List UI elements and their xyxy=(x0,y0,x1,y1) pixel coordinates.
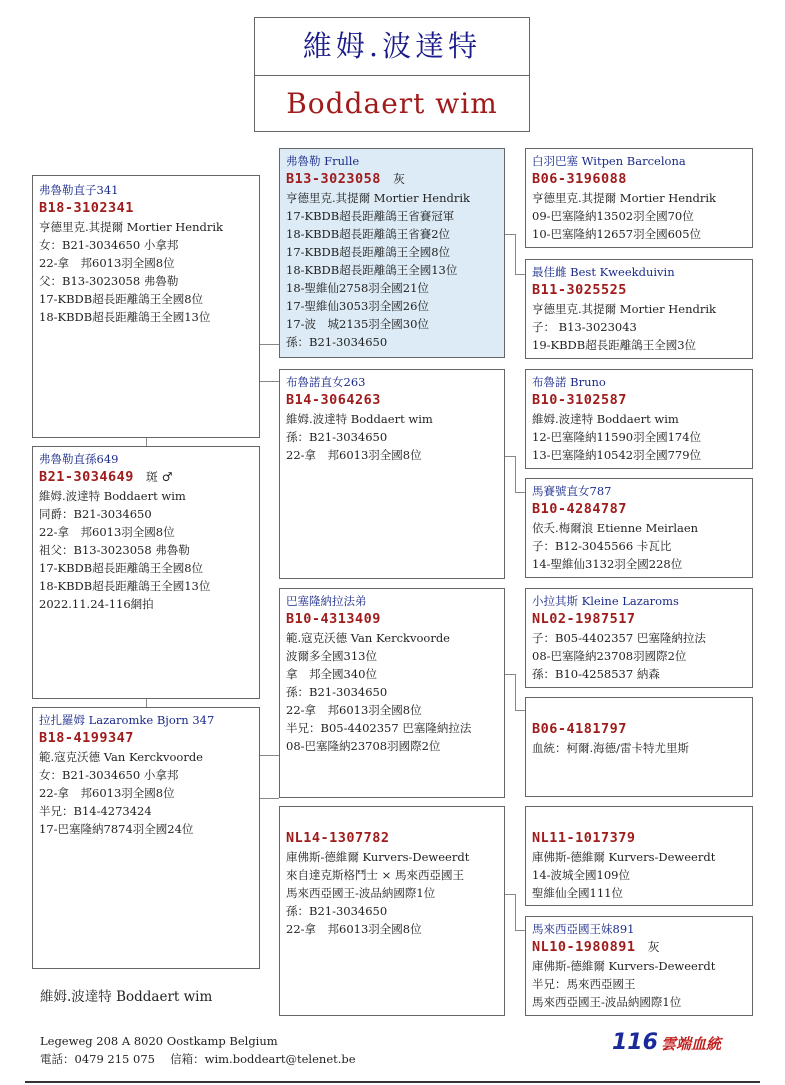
pedigree-card-sdd xyxy=(525,478,753,578)
ring-number xyxy=(39,468,253,487)
ring-number-text: B18-4199347 xyxy=(39,730,134,746)
pedigree-line: 馬來西亞國王-波品納國際1位 xyxy=(532,995,682,1009)
pedigree-line: 父：B13-3023058 弗魯勒 xyxy=(39,274,179,288)
pedigree-line: 17-巴塞隆納7874羽全國24位 xyxy=(39,822,194,836)
pedigree-line: 範.寇克沃德 Van Kerckvoorde xyxy=(39,750,203,764)
pedigree-line: 18-聖維仙2758羽全國21位 xyxy=(286,281,429,295)
connector-line xyxy=(515,274,525,275)
pedigree-card-ssd xyxy=(525,259,753,359)
pedigree-line: 範.寇克沃德 Van Kerckvoorde xyxy=(286,631,450,645)
ring-number-text: NL11-1017379 xyxy=(532,830,636,846)
ring-number xyxy=(532,938,746,957)
pigeon-name: 巴塞隆納拉法弟 xyxy=(286,594,367,608)
pedigree-card-dds xyxy=(525,806,753,906)
connector-line xyxy=(505,234,515,235)
ring-number-text: NL10-1980891 xyxy=(532,939,636,955)
bottom-divider xyxy=(25,1081,760,1083)
connector-line xyxy=(515,674,516,710)
connector-line xyxy=(505,894,515,895)
pedigree-line: 17-KBDB超長距離鴿王全國8位 xyxy=(39,561,204,575)
pedigree-line: 維姆.波達特 Boddaert wim xyxy=(286,412,433,426)
pedigree-line: 女：B21-3034650 小拿邦 xyxy=(39,768,179,782)
color-sex-note: 灰 xyxy=(392,172,405,186)
ring-number xyxy=(286,829,498,848)
contact-line: 電話：0479 215 075 信箱：wim.boddeart@telenet.be xyxy=(40,1052,356,1066)
pedigree-card-dam-dam xyxy=(279,806,505,1016)
title-box xyxy=(254,17,530,132)
pedigree-line: 22-拿 邦6013羽全國8位 xyxy=(286,448,422,462)
ring-number xyxy=(39,199,253,218)
pedigree-line: 22-拿 邦6013羽全國8位 xyxy=(39,786,175,800)
pedigree-line: 聖維仙全國111位 xyxy=(532,886,623,900)
ring-number xyxy=(532,829,746,848)
ring-number-text: B10-4313409 xyxy=(286,611,381,627)
pedigree-line: 子：B05-4402357 巴塞隆納拉法 xyxy=(532,631,706,645)
pedigree-line: 同爵：B21-3034650 xyxy=(39,507,152,521)
connector-line xyxy=(505,456,515,457)
connector-line xyxy=(146,699,147,707)
pedigree-card-sss xyxy=(525,148,753,248)
pedigree-line: 血統：柯爾.海德/雷卡特尤里斯 xyxy=(532,741,690,755)
pedigree-line: 庫佛斯-德維爾 Kurvers-Deweerdt xyxy=(532,850,716,864)
connector-line xyxy=(515,456,516,492)
pedigree-line: 17-KBDB超長距離鴿王全國8位 xyxy=(286,245,451,259)
pigeon-name: 白羽巴塞 Witpen Barcelona xyxy=(532,154,686,168)
pedigree-line: 14-聖維仙3132羽全國228位 xyxy=(532,557,683,571)
pedigree-line: 庫佛斯-德維爾 Kurvers-Deweerdt xyxy=(286,850,470,864)
pedigree-card-dam-sire xyxy=(279,588,505,798)
pedigree-card-sire-sire xyxy=(279,148,505,358)
ring-number-text: B10-3102587 xyxy=(532,392,627,408)
pedigree-line: 08-巴塞隆納23708羽國際2位 xyxy=(286,739,441,753)
connector-line xyxy=(260,755,279,756)
pedigree-line: 庫佛斯-德維爾 Kurvers-Deweerdt xyxy=(532,959,716,973)
pedigree-line: 維姆.波達特 Boddaert wim xyxy=(39,489,186,503)
ring-number-text: B06-3196088 xyxy=(532,171,627,187)
ring-number-text: B14-3064263 xyxy=(286,392,381,408)
pedigree-line: 孫：B21-3034650 xyxy=(286,685,388,699)
ring-number-text: B13-3023058 xyxy=(286,171,381,187)
pigeon-name: 拉扎羅姆 Lazaromke Bjorn 347 xyxy=(39,713,215,727)
pedigree-card-ddd xyxy=(525,916,753,1016)
ring-number xyxy=(532,610,746,629)
pedigree-card-dam xyxy=(32,707,260,969)
pedigree-line: 祖父：B13-3023058 弗魯勒 xyxy=(39,543,190,557)
ring-number xyxy=(532,500,746,519)
pedigree-line: 09-巴塞隆納13502羽全國70位 xyxy=(532,209,694,223)
ring-number xyxy=(286,391,498,410)
ring-number xyxy=(286,170,498,189)
pedigree-line: 17-KBDB超長距離鴿王省賽冠軍 xyxy=(286,209,455,223)
pedigree-line: 18-KBDB超長距離鴿王全國13位 xyxy=(39,579,211,593)
pedigree-line: 10-巴塞隆納12657羽全國605位 xyxy=(532,227,702,241)
pedigree-line: 維姆.波達特 Boddaert wim xyxy=(532,412,679,426)
logo-text: 雲端血統 xyxy=(660,1035,721,1053)
pigeon-name: 布魯諾 Bruno xyxy=(532,375,606,389)
pedigree-line: 馬來西亞國王-波品納國際1位 xyxy=(286,886,436,900)
title-english: Boddaert wim xyxy=(286,87,498,120)
ring-number-text: B21-3034649 xyxy=(39,469,134,485)
pigeon-name: 馬賽號直女787 xyxy=(532,484,612,498)
pedigree-card-dsd xyxy=(525,697,753,797)
pigeon-name: 弗魯勒直子341 xyxy=(39,183,119,197)
pedigree-line: 半兄：B05-4402357 巴塞隆納拉法 xyxy=(286,721,472,735)
logo-number: 116 xyxy=(612,1030,658,1055)
pigeon-name: 弗魯勒直孫649 xyxy=(39,452,119,466)
pedigree-card-sire-dam xyxy=(279,369,505,579)
pedigree-line: 半兄：馬來西亞國王 xyxy=(532,977,636,991)
pedigree-line: 08-巴塞隆納23708羽國際2位 xyxy=(532,649,687,663)
pedigree-card-dss xyxy=(525,588,753,688)
pedigree-line: 17-波 城2135羽全國30位 xyxy=(286,317,429,331)
pedigree-line: 亨德里克.其提爾 Mortier Hendrik xyxy=(532,302,717,316)
pedigree-line: 18-KBDB超長距離鴿王全國13位 xyxy=(39,310,211,324)
ring-number xyxy=(532,170,746,189)
title-chinese: 維姆.波達特 xyxy=(255,18,529,76)
color-sex-note: 灰 xyxy=(647,940,660,954)
brand-logo xyxy=(612,1030,721,1055)
ring-number xyxy=(39,729,253,748)
pedigree-card-sds xyxy=(525,369,753,469)
address-line: Legeweg 208 A 8020 Oostkamp Belgium xyxy=(40,1034,278,1048)
connector-line xyxy=(260,381,279,382)
pedigree-line: 子： B13-3023043 xyxy=(532,320,637,334)
pedigree-line: 半兄：B14-4273424 xyxy=(39,804,152,818)
pedigree-line: 波爾多全國313位 xyxy=(286,649,377,663)
pedigree-line: 子：B12-3045566 卡瓦比 xyxy=(532,539,672,553)
pigeon-name: 布魯諾直女263 xyxy=(286,375,366,389)
pedigree-card-sire xyxy=(32,175,260,438)
pigeon-name: 小拉其斯 Kleine Lazaroms xyxy=(532,594,679,608)
pedigree-line: 13-巴塞隆納10542羽全國779位 xyxy=(532,448,702,462)
ring-number-text: NL14-1307782 xyxy=(286,830,390,846)
pedigree-line: 18-KBDB超長距離鴿王省賽2位 xyxy=(286,227,451,241)
ring-number-text: NL02-1987517 xyxy=(532,611,636,627)
connector-line xyxy=(260,798,279,799)
pedigree-line: 女：B21-3034650 小拿邦 xyxy=(39,238,179,252)
connector-line xyxy=(515,492,525,493)
owner-name: 維姆.波達特 Boddaert wim xyxy=(40,989,213,1005)
ring-number xyxy=(286,610,498,629)
pedigree-line: 來自達克斯格鬥士 × 馬來西亞國王 xyxy=(286,868,464,882)
pedigree-line: 孫：B10-4258537 納森 xyxy=(532,667,660,681)
connector-line xyxy=(515,234,516,274)
pedigree-line: 孫：B21-3034650 xyxy=(286,430,388,444)
pedigree-line: 17-KBDB超長距離鴿王全國8位 xyxy=(39,292,204,306)
pedigree-line: 19-KBDB超長距離鴿王全國3位 xyxy=(532,338,697,352)
pedigree-line: 12-巴塞隆納11590羽全國174位 xyxy=(532,430,702,444)
pigeon-name: 馬來西亞國王妹891 xyxy=(532,922,635,936)
pedigree-line: 17-聖維仙3053羽全國26位 xyxy=(286,299,429,313)
ring-number-text: B18-3102341 xyxy=(39,200,134,216)
pedigree-line: 22-拿 邦6013羽全國8位 xyxy=(39,525,175,539)
pedigree-line: 亨德里克.其提爾 Mortier Hendrik xyxy=(39,220,224,234)
connector-line xyxy=(515,710,525,711)
connector-line xyxy=(505,674,515,675)
pedigree-line: 孫：B21-3034650 xyxy=(286,335,388,349)
color-sex-note: 斑 ♂ xyxy=(145,470,173,484)
pedigree-line: 22-拿 邦6013羽全國8位 xyxy=(286,922,422,936)
pigeon-name: 最佳雌 Best Kweekduivin xyxy=(532,265,675,279)
ring-number xyxy=(532,281,746,300)
connector-line xyxy=(515,894,516,930)
pedigree-line: 亨德里克.其提爾 Mortier Hendrik xyxy=(286,191,471,205)
pedigree-line: 孫：B21-3034650 xyxy=(286,904,388,918)
address-block xyxy=(40,1032,356,1068)
pedigree-line: 2022.11.24-116網拍 xyxy=(39,597,154,611)
ring-number xyxy=(532,391,746,410)
pedigree-line: 14-波城全國109位 xyxy=(532,868,630,882)
ring-number xyxy=(532,720,746,739)
connector-line xyxy=(146,438,147,446)
connector-line xyxy=(260,344,279,345)
pedigree-line: 22-拿 邦6013羽全國8位 xyxy=(39,256,175,270)
ring-number-text: B10-4284787 xyxy=(532,501,627,517)
ring-number-text: B06-4181797 xyxy=(532,721,627,737)
pedigree-line: 22-拿 邦6013羽全國8位 xyxy=(286,703,422,717)
pedigree-line: 依夭.梅爾浪 Etienne Meirlaen xyxy=(532,521,699,535)
pedigree-line: 拿 邦全國340位 xyxy=(286,667,377,681)
pigeon-name: 弗魯勒 Frulle xyxy=(286,154,360,168)
pedigree-line: 18-KBDB超長距離鴿王全國13位 xyxy=(286,263,458,277)
connector-line xyxy=(515,930,525,931)
pedigree-card-subject xyxy=(32,446,260,699)
pedigree-line: 亨德里克.其提爾 Mortier Hendrik xyxy=(532,191,717,205)
ring-number-text: B11-3025525 xyxy=(532,282,627,298)
